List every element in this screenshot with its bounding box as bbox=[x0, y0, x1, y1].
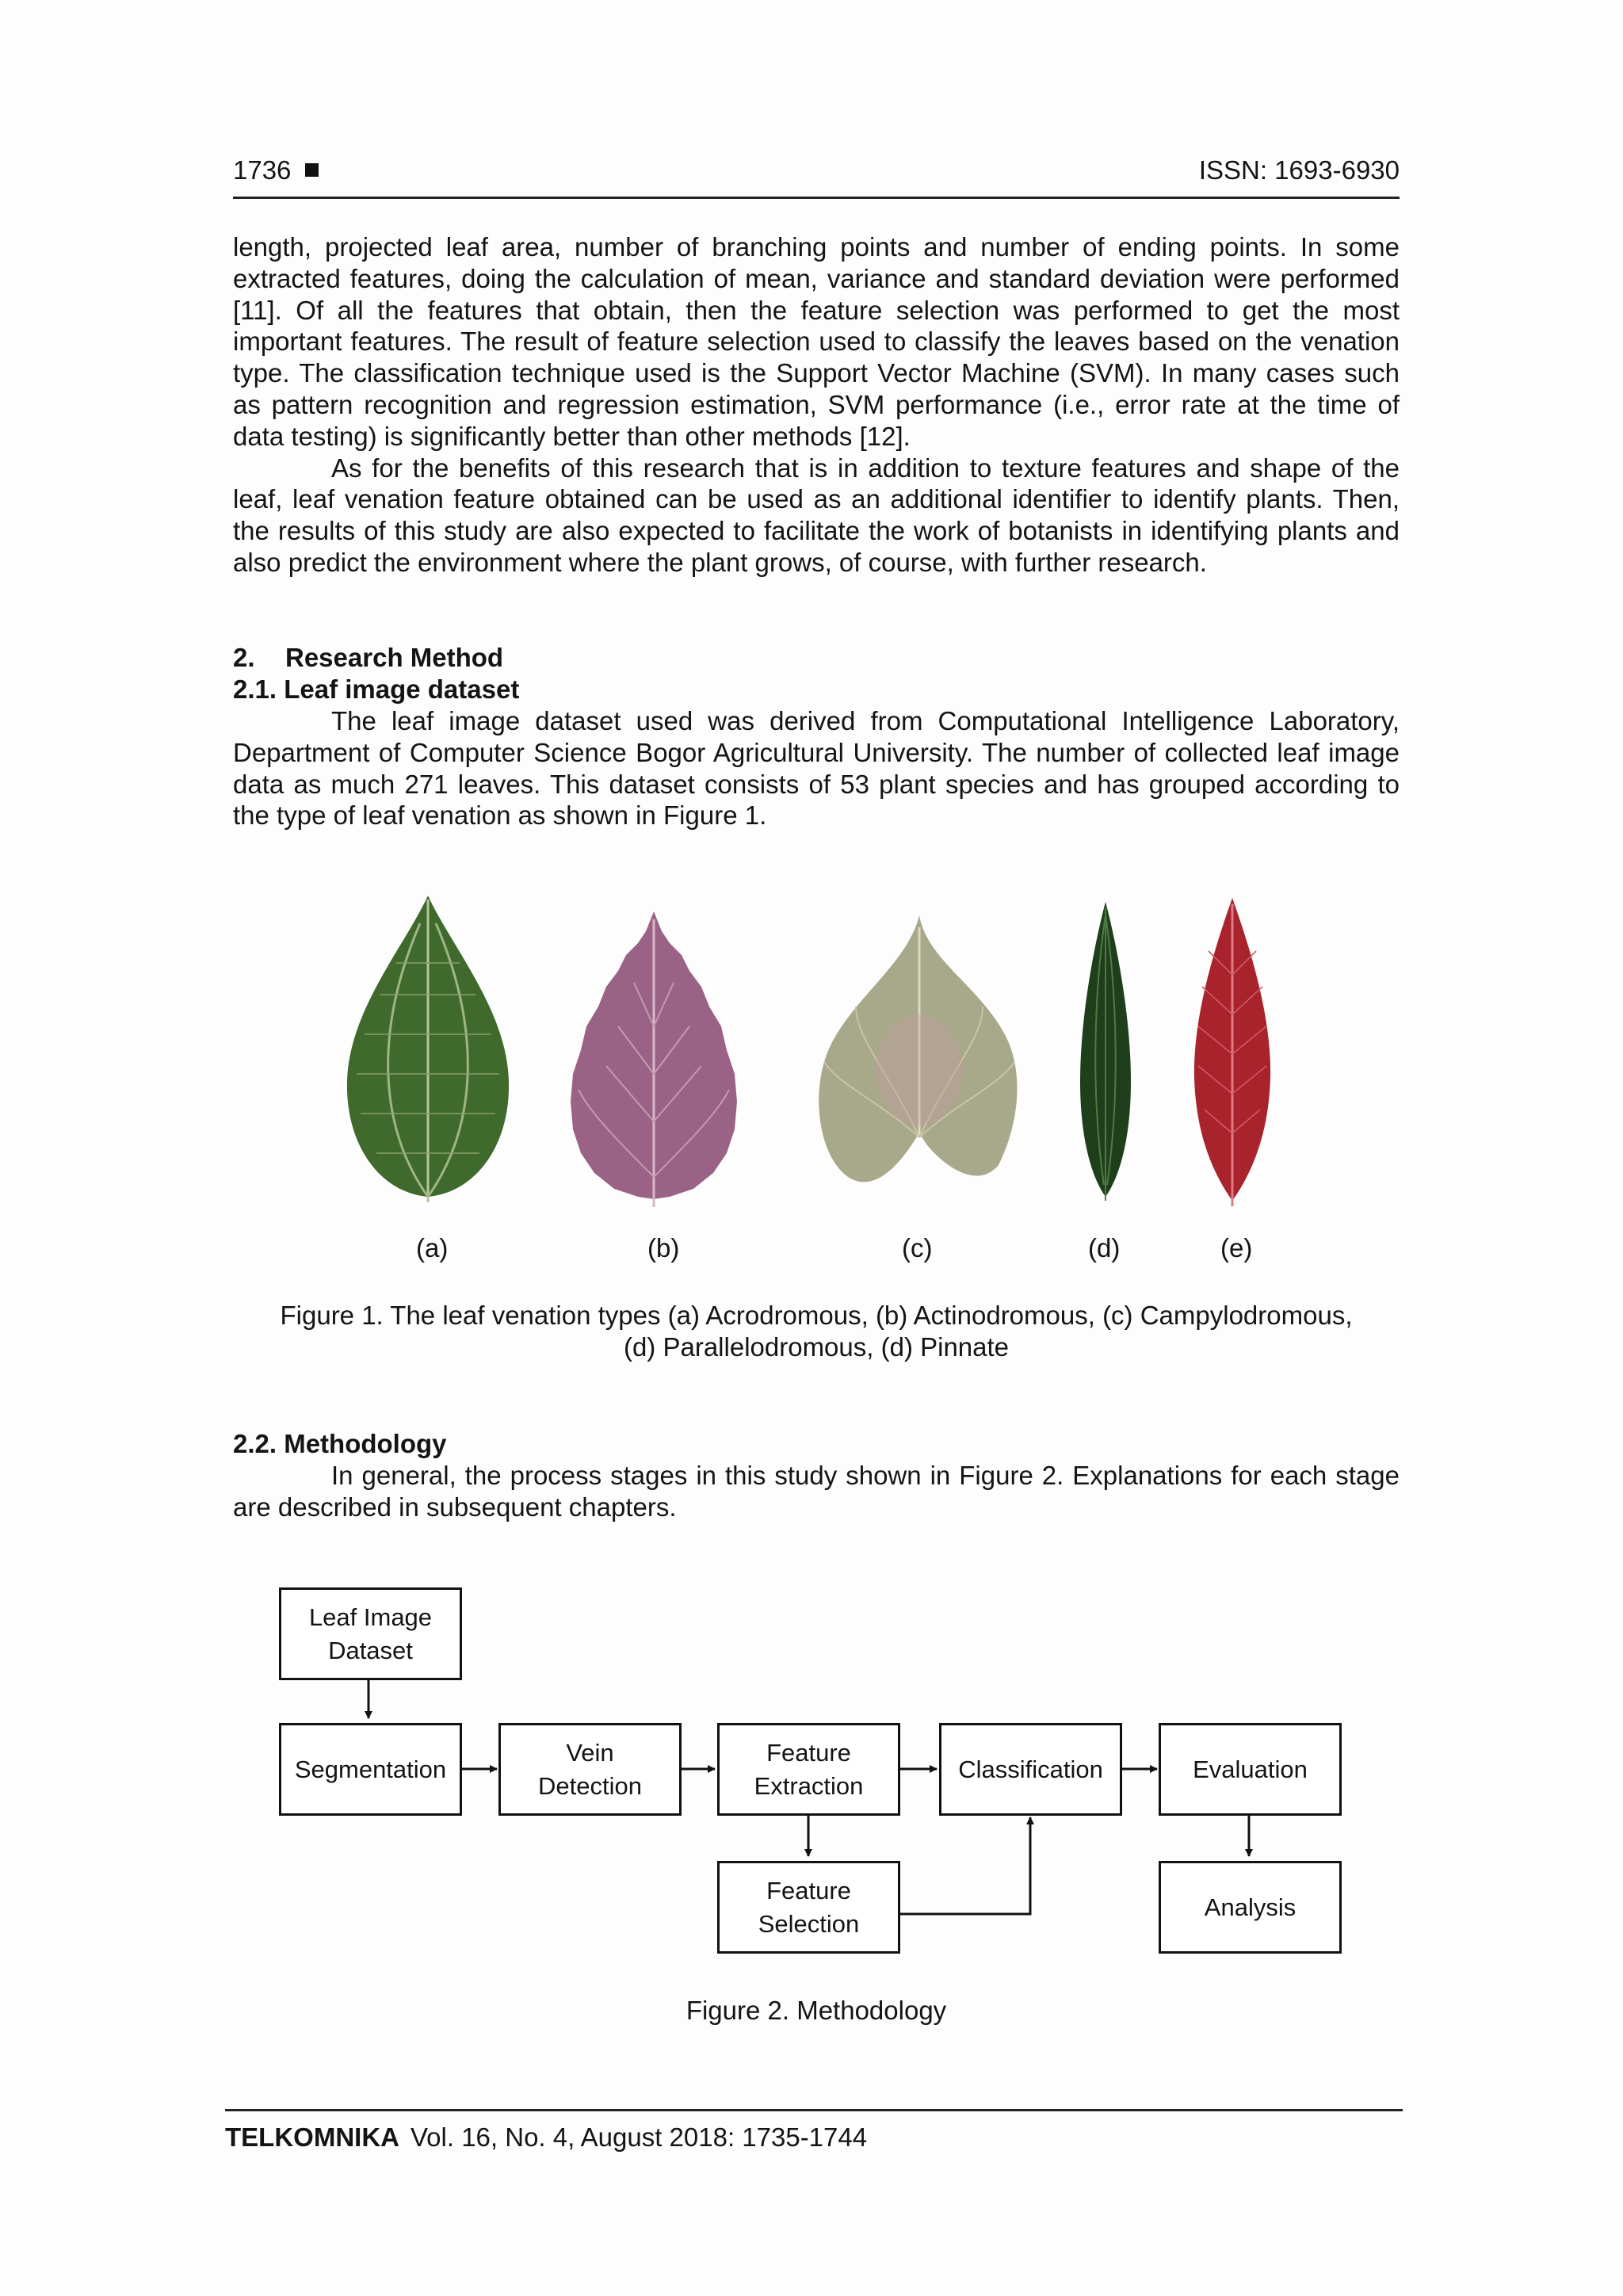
page-footer bbox=[225, 2109, 1403, 2153]
sublabel-d: (d) bbox=[1088, 1233, 1121, 1263]
box-classification: Classification bbox=[939, 1723, 1122, 1816]
issn: ISSN: 1693-6930 bbox=[1198, 155, 1400, 185]
paragraph: The leaf image dataset used was derived from Computational Intelligence Laboratory, Department of Computer Science Bogor Agricultural University. The number of collected leaf image data as much 271 leaves. This dataset consists of 53 plant species and has grouped according to the type of leaf venation as shown in Figure 1. bbox=[233, 706, 1400, 831]
methodology-flowchart bbox=[269, 1573, 1363, 1985]
dataset-text bbox=[233, 705, 1400, 831]
square-bullet-icon bbox=[305, 163, 319, 177]
sublabel-b: (b) bbox=[647, 1233, 680, 1263]
box-leaf-image-dataset: Leaf Image Dataset bbox=[279, 1587, 462, 1680]
box-feature-extraction: Feature Extraction bbox=[717, 1723, 900, 1816]
paragraph: In general, the process stages in this study shown in Figure 2. Explanations for each stage are described in subsequent chapters. bbox=[233, 1461, 1400, 1522]
box-analysis: Analysis bbox=[1159, 1861, 1342, 1954]
subsection-heading: 2.1. Leaf image dataset bbox=[233, 674, 520, 704]
box-evaluation: Evaluation bbox=[1159, 1723, 1342, 1816]
leaf-image-c bbox=[808, 911, 1030, 1197]
methodology-text bbox=[233, 1460, 1400, 1523]
box-segmentation: Segmentation bbox=[279, 1723, 462, 1816]
sublabel-c: (c) bbox=[902, 1233, 933, 1263]
paragraph: length, projected leaf area, number of branching points and number of ending points. In some extracted features, doing the calculation of mean, variance and standard deviation were performed [11]. Of all the features that obtain, then the feature selection was performed to get the most important features. The result of feature selection used to classify the leaves based on the venation type. The classification technique used is the Support Vector Machine (SVM). In many cases such as pattern recognition and regression estimation, SVM performance (i.e., error rate at the time of data testing) is significantly better than other methods [12]. bbox=[233, 232, 1400, 451]
leaf-image-d bbox=[1074, 900, 1137, 1205]
leaf-image-e bbox=[1185, 896, 1280, 1209]
section-heading: 2. Research Method bbox=[233, 643, 504, 672]
leaf-image-b bbox=[559, 907, 749, 1209]
intro-text bbox=[233, 231, 1400, 579]
journal-name: TELKOMNIKA bbox=[225, 2122, 399, 2152]
sublabel-e: (e) bbox=[1220, 1233, 1253, 1263]
figure2-caption: Figure 2. Methodology bbox=[685, 1996, 947, 2025]
sublabel-a: (a) bbox=[416, 1233, 449, 1263]
leaf-image-a bbox=[333, 892, 523, 1205]
box-vein-detection: Vein Detection bbox=[498, 1723, 682, 1816]
paragraph: As for the benefits of this research that is in addition to texture features and shape of the leaf, leaf venation feature obtained can be used as an additional identifier to identify plants. Then, the results of this study are also expected to facilitate the work of botanists in identifying plants and also predict the environment where the plant grows, of course, with further research. bbox=[233, 453, 1400, 577]
page-number: 1736 bbox=[233, 155, 319, 185]
subsection-heading: 2.2. Methodology bbox=[233, 1429, 447, 1458]
journal-details: Vol. 16, No. 4, August 2018: 1735-1744 bbox=[410, 2122, 868, 2152]
box-feature-selection: Feature Selection bbox=[717, 1861, 900, 1954]
figure1-caption: Figure 1. The leaf venation types (a) Acrodromous, (b) Actinodromous, (c) Campylodromous, (d) Parallelodromous, (d) Pinnate bbox=[280, 1301, 1353, 1362]
page-header bbox=[233, 152, 1400, 199]
arrow-selection-classification bbox=[899, 1817, 1030, 1914]
